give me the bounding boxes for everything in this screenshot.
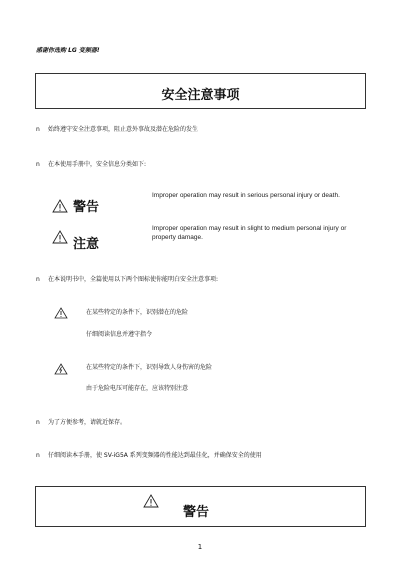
read-note: 仔细阅读本手册，使 SV-iG5A 系列变频器的性能达到最佳化，并确保安全的使用 [48,452,262,459]
electric-shock-triangle-icon [54,363,68,375]
warning-triangle-icon [52,199,68,213]
icon-row-2-line-2: 由于危险电压可能存在，应该特别注意 [86,385,189,392]
warning-description: Improper operation may result in serious personal injury or death. [152,192,340,199]
caution-description: Improper operation may result in slight to medium personal injury or property damage. [152,225,347,241]
caution-triangle-icon [52,230,68,244]
icon-row-2-line-1: 在某些特定的条件下，识别导致人身伤害的危险 [86,364,213,371]
bullet-marker: n [36,419,40,426]
bullet-marker: n [36,452,40,459]
danger-triangle-icon [54,307,68,319]
caution-label: 注意 [73,237,100,252]
icons-intro-text: 在本说明书中，全篇使用以下两个图标使你能明白安全注意事项: [48,276,219,283]
thanks-text: 感谢你选购 LG 变频器! [36,47,100,54]
bullet-marker: n [36,126,40,133]
keep-note: 为了方便参考，请就近保存。 [48,419,127,426]
page-title: 安全注意事项 [161,88,240,103]
intro-line-1: 始终遵守安全注意事项，阻止意外事故及潜在危险的发生 [48,126,199,133]
bottom-warning-label: 警告 [183,505,210,520]
icon-row-1-line-2: 仔细阅读信息并遵守指令 [86,331,153,338]
bullet-marker: n [36,276,40,283]
page-number: 1 [197,543,203,551]
title-box [35,73,366,109]
intro-line-2: 在本使用手册中，安全信息分类如下: [48,161,147,168]
warning-triangle-icon [143,494,159,508]
icon-row-1-line-1: 在某些特定的条件下，识别潜在的危险 [86,309,189,316]
bullet-marker: n [36,161,40,168]
bottom-warning-box [35,486,366,527]
warning-label: 警告 [73,200,100,215]
